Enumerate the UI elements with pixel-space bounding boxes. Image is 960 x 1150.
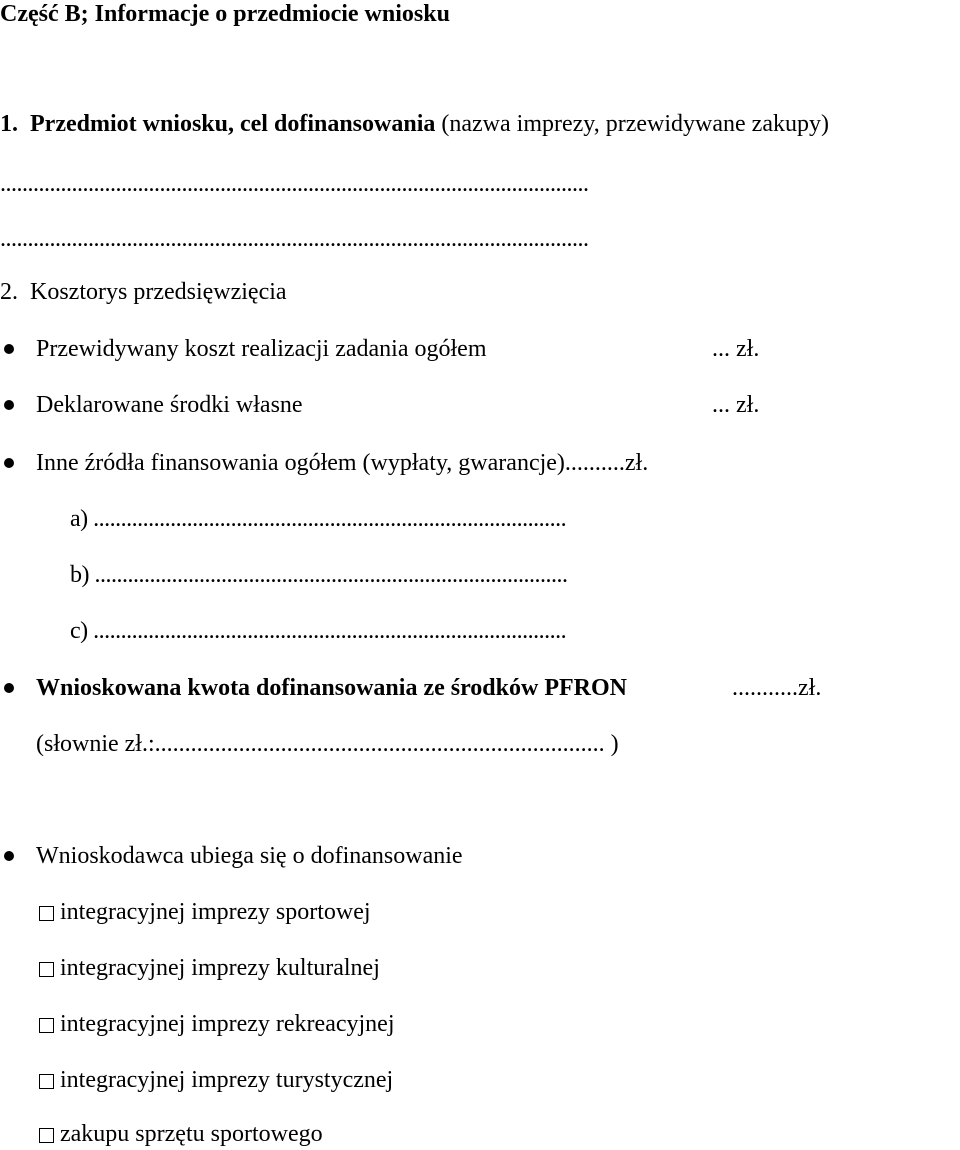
item-1-number: 1. [0,111,18,137]
applicant-label: Wnioskodawca ubiega się o dofinansowanie [36,843,463,869]
section-title: Część B; Informacje o przedmiocie wniosku [0,1,450,27]
option-sport: integracyjnej imprezy sportowej [60,899,371,925]
item-1-title-rest: (nazwa imprezy, przewidywane zakupy) [441,111,829,137]
sub-item-b [70,561,568,589]
sub-item-a-label: a) [70,506,88,532]
option-equipment: zakupu sprzętu sportowego [60,1121,323,1147]
sub-item-c [70,617,566,645]
sub-item-a [70,505,566,533]
sub-item-b-dots: ...................................................................................... [94,562,568,588]
own-funds-label: Deklarowane środki własne [36,392,303,418]
checkbox-icon[interactable] [39,906,54,921]
item-1-title: Przedmiot wniosku, cel dofinansowania [30,111,436,137]
item-2-heading [0,278,287,306]
bullet-icon [4,851,14,861]
bullet-icon [4,458,14,468]
item-2-number: 2. [0,279,18,305]
requested-amount-value: ...........zł. [732,675,822,701]
sub-item-a-dots: ...................................................................................... [93,506,567,532]
checkbox-icon[interactable] [39,1128,54,1143]
sub-item-c-dots: ...................................................................................... [93,618,567,644]
item-2-title: Kosztorys przedsięwzięcia [30,279,287,305]
requested-amount-label: Wnioskowana kwota dofinansowania ze środków PFRON [36,675,627,701]
requested-amount-in-words: (słownie zł.:........................................................................... ) [36,731,619,757]
cost-total-label: Przewidywany koszt realizacji zadania ogółem [36,336,487,362]
option-culture: integracyjnej imprezy kulturalnej [60,955,380,981]
bullet-icon [4,683,14,693]
other-sources-label: Inne źródła finansowania ogółem (wypłaty, gwarancje)..........zł. [36,450,649,476]
option-recreation: integracyjnej imprezy rekreacyjnej [60,1011,395,1037]
bullet-icon [4,344,14,354]
cost-total-value: ... zł. [712,336,760,362]
item-1-dots-line-2: ........................................................................................................... [0,226,589,252]
own-funds-value: ... zł. [712,392,760,418]
checkbox-icon[interactable] [39,1018,54,1033]
checkbox-icon[interactable] [39,962,54,977]
option-tourism: integracyjnej imprezy turystycznej [60,1067,394,1093]
sub-item-b-label: b) [70,562,89,588]
item-1-heading [0,110,829,138]
sub-item-c-label: c) [70,618,88,644]
item-1-dots-line-1: ........................................................................................................... [0,171,589,197]
checkbox-icon[interactable] [39,1074,54,1089]
bullet-icon [4,400,14,410]
